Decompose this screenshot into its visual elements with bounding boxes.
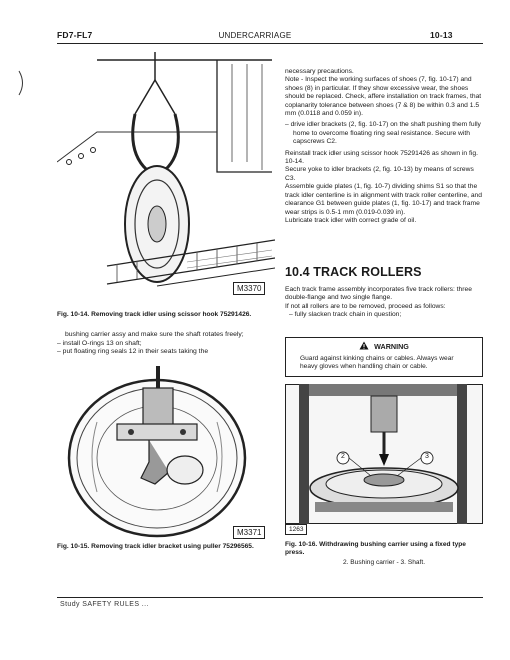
header-page-number: 10-13 xyxy=(430,30,453,40)
figure-10-14-illustration xyxy=(57,52,275,304)
section-body xyxy=(285,286,483,320)
figure-10-15-code: M3371 xyxy=(233,526,265,539)
right-column-text xyxy=(285,68,483,225)
figure-10-16-legend: 2. Bushing carrier - 3. Shaft. xyxy=(342,559,426,566)
header-rule xyxy=(57,43,483,44)
right-text-p3: – drive idler brackets (2, fig. 10-17) on the shaft pushing them fully home to overcome floating ring seal resistance. Secure with capscrews C2. xyxy=(285,121,481,146)
right-text-p4: Reinstall track idler using scissor hook 75291426 as shown in fig. 10-14. xyxy=(285,149,478,166)
margin-bracket-mark xyxy=(17,70,27,96)
section-p2: If not all rollers are to be removed, proceed as follows: xyxy=(285,302,446,310)
footer-rule xyxy=(57,597,483,598)
header-section: UNDERCARRIAGE xyxy=(218,31,292,40)
figure-10-14-code: M3370 xyxy=(233,282,265,295)
right-text-p7: Lubricate track idler with correct grade of oil. xyxy=(285,216,417,224)
warning-heading xyxy=(286,341,482,351)
figure-10-16-code: 1263 xyxy=(285,524,307,535)
figure-10-16-illustration xyxy=(285,384,483,533)
warning-text: Guard against kinking chains or cables. Always wear heavy gloves when handling chain or cable. xyxy=(300,355,454,371)
right-text-p6: Assemble guide plates (1, fig. 10-7) dividing shims S1 so that the track idler centerline is in alignment with track roller centerline, and clearance G1 between guide plates (1, fig. 10-17) and track frame wear strips is 0.5-1 mm (0.019-0.039 in). xyxy=(285,183,482,216)
warning-title: WARNING xyxy=(374,342,409,351)
section-p1: Each track frame assembly incorporates five track rollers: three double-flange and two single flange. xyxy=(285,286,472,302)
figure-10-15-illustration xyxy=(57,366,269,540)
figure-10-16-caption: Fig. 10-16. Withdrawing bushing carrier using a fixed type press. xyxy=(285,541,466,557)
left-text-line-2: – install O-rings 13 on shaft; xyxy=(57,339,142,347)
callout-3: 3 xyxy=(425,453,429,460)
footer-text: Study SAFETY RULES ... xyxy=(60,601,149,608)
callout-2: 2 xyxy=(341,453,345,460)
right-text-p1: necessary precautions. xyxy=(285,68,354,75)
section-title: 10.4 TRACK ROLLERS xyxy=(285,265,422,279)
header-model: FD7-FL7 xyxy=(57,30,93,40)
right-text-note: Note - Inspect the working surfaces of shoes (7, fig. 10-17) and shoes (8) in particular. If they show excessive wear, the shoes should be replaced. Check, affere installation on track frames, that coplanarity tolerance between shoes (7 & 8) be within 0.3 and 1.5 mm (0.0118 and 0.059 in). xyxy=(285,76,482,118)
warning-box xyxy=(285,337,483,377)
left-column-text xyxy=(57,331,275,357)
section-p3: – fully slacken track chain in question; xyxy=(289,311,402,319)
left-text-line-3: – put floating ring seals 12 in their seats taking the xyxy=(57,348,209,356)
left-text-line-1: bushing carrier assy and make sure the shaft rotates freely; xyxy=(65,331,244,338)
warning-triangle-icon xyxy=(359,341,369,350)
right-text-p5: Secure yoke to idler brackets (2, fig. 10-13) by means of screws C3. xyxy=(285,166,474,182)
figure-10-15-caption: Fig. 10-15. Removing track idler bracket using puller 75296565. xyxy=(57,543,254,550)
figure-10-14-caption: Fig. 10-14. Removing track idler using scissor hook 75291426. xyxy=(57,311,252,318)
